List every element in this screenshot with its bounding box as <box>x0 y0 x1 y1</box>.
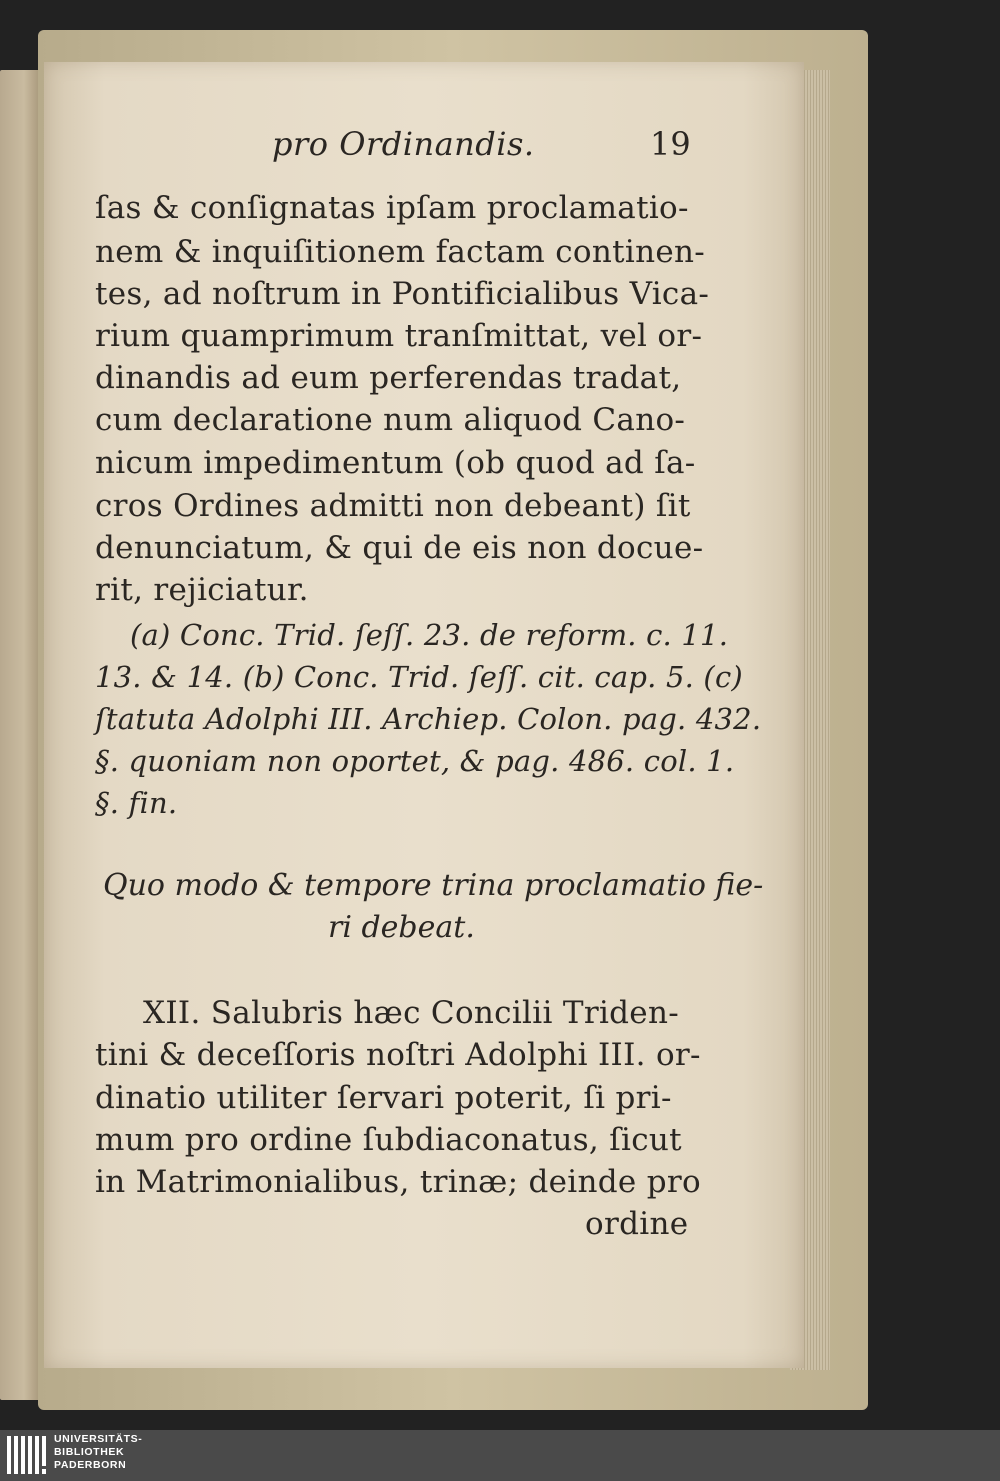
body-line: cros Ordines admitti non debeant) ſit <box>95 488 691 524</box>
footnote-line: ſtatuta Adolphi III. Archiep. Colon. pag. 432. <box>95 702 762 736</box>
section-heading: ri debeat. <box>328 910 475 945</box>
logo-text: UNIVERSITÄTS- <box>54 1433 143 1445</box>
running-title: pro Ordinandis. <box>272 125 535 163</box>
body-line: ſas & conſignatas ipſam proclamatio- <box>95 190 689 226</box>
footnote-line: 13. & 14. (b) Conc. Trid. ſeſſ. cit. cap. 5. (c) <box>95 660 743 694</box>
section-heading: Quo modo & tempore trina proclamatio fie- <box>103 868 764 903</box>
section-line: XII. Salubris hæc Concilii Triden- <box>143 995 679 1031</box>
body-line: denunciatum, & qui de eis non docue- <box>95 530 704 566</box>
section-line: mum pro ordine ſubdiaconatus, ſicut <box>95 1122 682 1158</box>
section-line: tini & deceſſoris noſtri Adolphi III. or- <box>95 1037 701 1073</box>
library-logo-icon <box>6 1434 48 1478</box>
footer-bar <box>0 1430 1000 1481</box>
left-page-edge <box>0 70 40 1400</box>
body-line: cum declaratione num aliquod Cano- <box>95 402 686 438</box>
body-line: nicum impedimentum (ob quod ad ſa- <box>95 445 696 481</box>
body-line: rium quamprimum tranſmittat, vel or- <box>95 318 703 354</box>
logo-text: PADERBORN <box>54 1459 127 1471</box>
section-line: in Matrimonialibus, trinæ; deinde pro <box>95 1164 701 1200</box>
body-line: dinandis ad eum perferendas tradat, <box>95 360 682 396</box>
logo-text: BIBLIOTHEK <box>54 1446 125 1458</box>
footnote-line: §. quoniam non oportet, & pag. 486. col. 1. <box>95 744 735 778</box>
body-line: rit, rejiciatur. <box>95 572 309 608</box>
footnote-line: §. fin. <box>95 786 178 820</box>
section-line: dinatio utiliter ſervari poterit, ſi pri- <box>95 1080 672 1116</box>
body-line: nem & inquiſitionem factam continen- <box>95 234 706 270</box>
page-number: 19 <box>650 125 691 163</box>
footnote-line: (a) Conc. Trid. ſeſſ. 23. de reform. c. 11. <box>130 618 729 652</box>
body-line: tes, ad noſtrum in Pontificialibus Vica- <box>95 276 710 312</box>
catchword: ordine <box>585 1206 689 1242</box>
